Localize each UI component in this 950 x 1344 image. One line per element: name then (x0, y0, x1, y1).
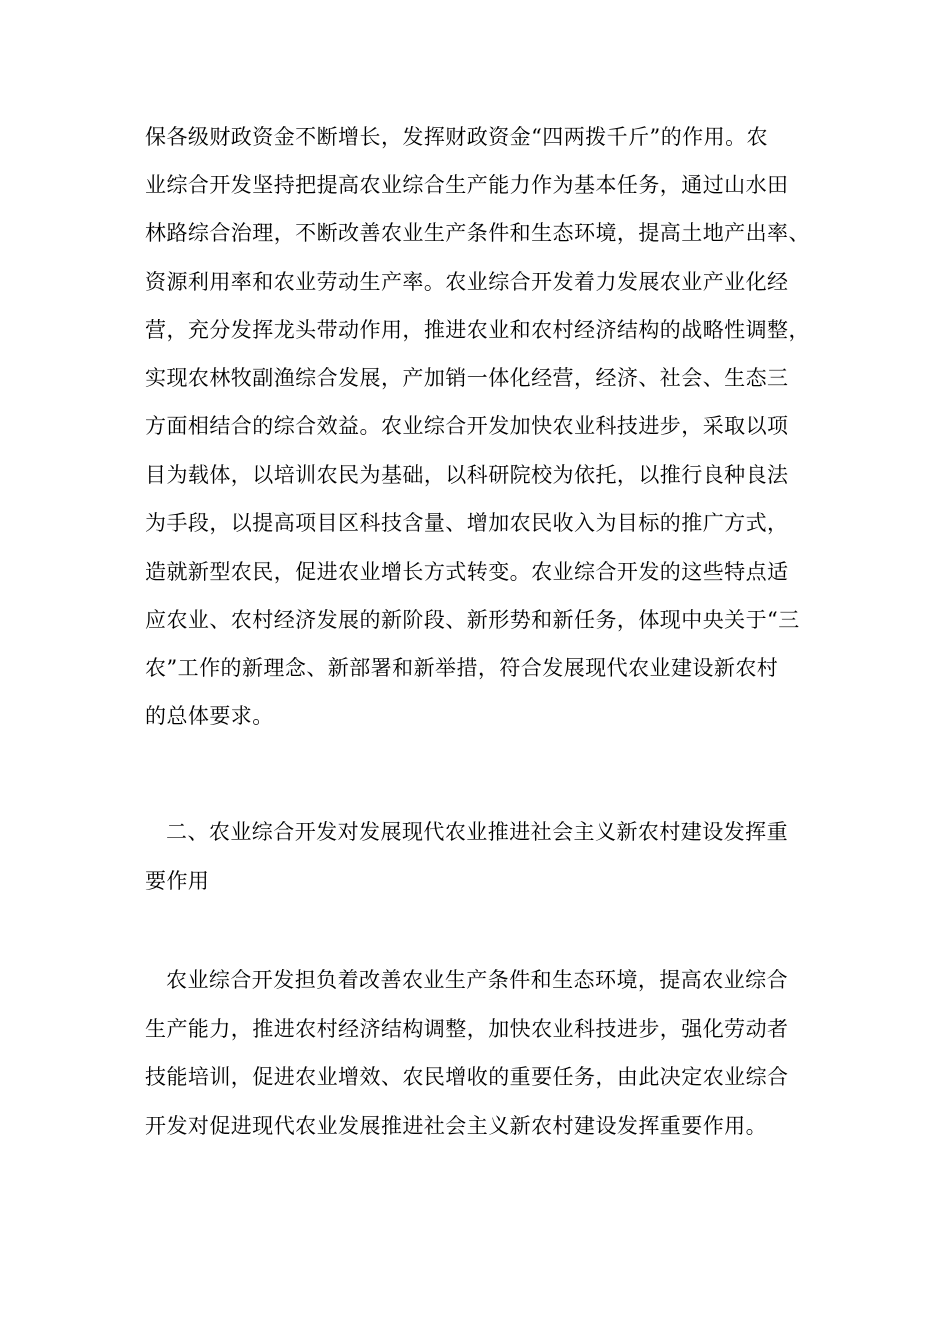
paragraph-line: 林路综合治理，不断改善农业生产条件和生态环境，提高土地产出率、 (145, 221, 810, 245)
paragraph-line: 农业综合开发担负着改善农业生产条件和生态环境，提高农业综合 (166, 968, 789, 992)
paragraph-line: 的总体要求。 (145, 704, 274, 728)
paragraph-line: 营，充分发挥龙头带动作用，推进农业和农村经济结构的战略性调整， (145, 318, 810, 342)
paragraph-line: 生产能力，推进农村经济结构调整，加快农业科技进步，强化劳动者 (145, 1017, 789, 1041)
paragraph-line: 为手段，以提高项目区科技含量、增加农民收入为目标的推广方式， (145, 511, 789, 535)
section-heading-line: 二、农业综合开发对发展现代农业推进社会主义新农村建设发挥重 (166, 820, 789, 844)
paragraph-line: 开发对促进现代农业发展推进社会主义新农村建设发挥重要作用。 (145, 1114, 768, 1138)
paragraph-line: 造就新型农民，促进农业增长方式转变。农业综合开发的这些特点适 (145, 560, 789, 584)
paragraph-line: 方面相结合的综合效益。农业综合开发加快农业科技进步，采取以项 (145, 414, 789, 438)
section-heading-line: 要作用 (145, 869, 210, 893)
paragraph-line: 目为载体，以培训农民为基础，以科研院校为依托，以推行良种良法 (145, 463, 789, 487)
paragraph-line: 应农业、农村经济发展的新阶段、新形势和新任务，体现中央关于“三 (145, 608, 800, 632)
paragraph-line: 保各级财政资金不断增长，发挥财政资金“四两拨千斤”的作用。农 (145, 125, 768, 149)
paragraph-line: 技能培训，促进农业增效、农民增收的重要任务，由此决定农业综合 (145, 1065, 789, 1089)
paragraph-line: 实现农林牧副渔综合发展，产加销一体化经营，经济、社会、生态三 (145, 366, 789, 390)
paragraph-line: 资源利用率和农业劳动生产率。农业综合开发着力发展农业产业化经 (145, 270, 789, 294)
paragraph-line: 业综合开发坚持把提高农业综合生产能力作为基本任务，通过山水田 (145, 173, 789, 197)
paragraph-line: 农”工作的新理念、新部署和新举措，符合发展现代农业建设新农村 (145, 656, 779, 680)
